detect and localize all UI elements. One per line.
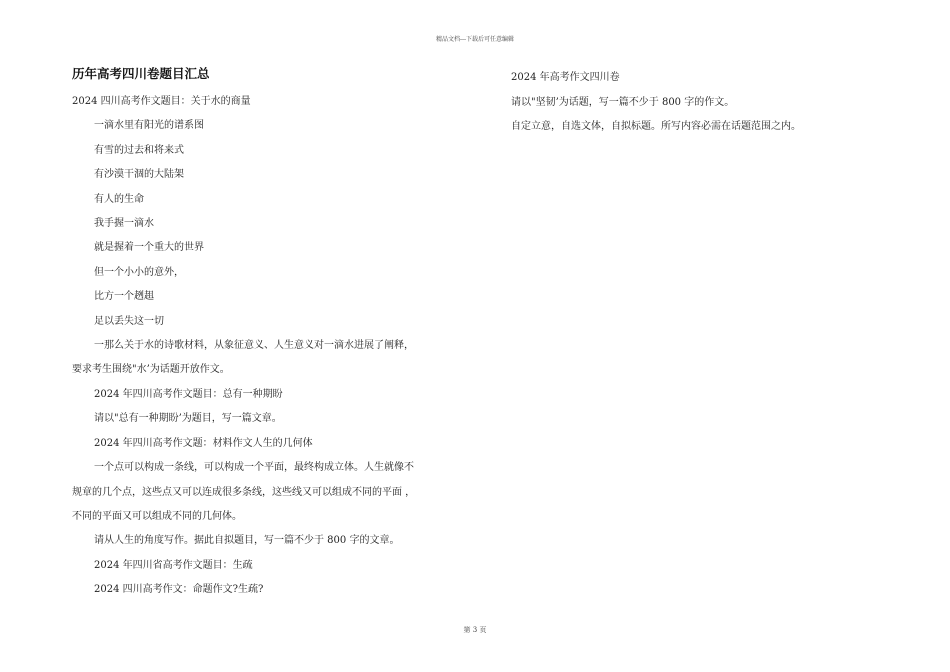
paragraph-line: 2024 四川高考作文题目：关于水的商量: [72, 96, 251, 107]
poem-line: 有人的生命: [94, 193, 144, 205]
paragraph-line: 一个点可以构成一条线，可以构成一个平面，最终构成立体。人生就像不: [94, 462, 414, 474]
paragraph-line: 2024 年高考作文四川卷: [511, 72, 620, 83]
poem-line: 有沙漠干涸的大陆架: [94, 169, 184, 181]
paragraph-line: 请以"坚韧’为话题，写一篇不少于 800 字的作文。: [511, 96, 735, 108]
poem-line: 一滴水里有阳光的谱系图: [94, 120, 204, 132]
poem-line: 我手握一滴水: [94, 218, 154, 230]
left-column: [72, 66, 462, 603]
poem-line: 足以丢失这一切: [94, 315, 164, 327]
paragraph-line: 请从人生的角度写作。据此自拟题目，写一篇不少于 800 字的文章。: [94, 535, 400, 547]
poem-line: 就是握着一个重大的世界: [94, 242, 204, 254]
page-footer: 第 3 页: [463, 626, 487, 634]
paragraph-line: 2024 年四川高考作文题：材料作文人生的几何体: [94, 437, 313, 449]
paragraph-line: 2024 四川高考作文：命题作文?生疏?: [94, 584, 264, 596]
poem-line: 有雪的过去和将来式: [94, 144, 184, 156]
poem-line: 但一个小小的意外，: [94, 266, 184, 278]
poem-line: 比方一个趔趄: [94, 291, 154, 303]
right-column: [511, 66, 891, 140]
paragraph-line: 2024 年四川省高考作文题目：生疏: [94, 559, 253, 571]
paragraph-line: 自定立意，自选文体，自拟标题。所写内容必需在话题范围之内。: [511, 121, 801, 133]
paragraph-line: 要求考生围绕"水’为话题开放作文。: [72, 364, 230, 376]
paragraph-line: 2024 年四川高考作文题目：总有一种期盼: [94, 388, 283, 400]
page-header: 精品文档---下载后可任意编辑: [435, 36, 515, 43]
paragraph-line: 不同的平面又可以组成不同的几何体。: [72, 510, 242, 522]
document-title: 历年高考四川卷题目汇总: [72, 66, 210, 81]
paragraph-line: 一那么关于水的诗歌材料，从象征意义、人生意义对一滴水进展了阐释，: [94, 340, 414, 352]
paragraph-line: 规章的几个点，这些点又可以连成很多条线，这些线又可以组成不同的平面 ，: [72, 486, 416, 498]
paragraph-line: 请以"总有一种期盼’为题目，写一篇文章。: [94, 413, 282, 425]
